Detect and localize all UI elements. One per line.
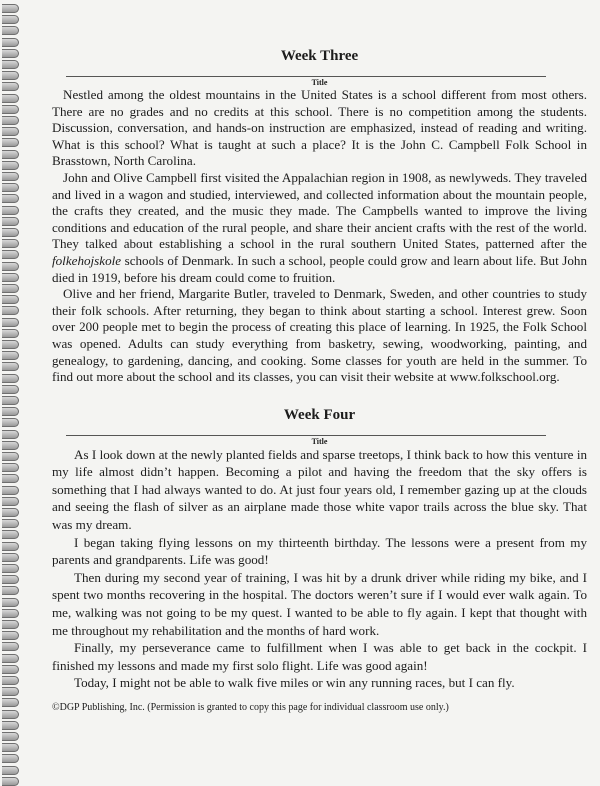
- binding-coil: [2, 161, 19, 170]
- binding-coil: [2, 105, 19, 114]
- binding-coil: [2, 15, 19, 24]
- binding-coil: [2, 530, 19, 539]
- binding-coil: [2, 710, 19, 719]
- paragraph: I began taking flying lessons on my thirteenth birthday. The lessons were a present from my parents and grandparents. Life was good!: [52, 534, 587, 568]
- binding-coil: [2, 49, 19, 58]
- binding-coil: [2, 575, 19, 584]
- binding-coil: [2, 497, 19, 506]
- binding-coil: [2, 239, 19, 248]
- binding-coil: [2, 273, 19, 282]
- binding-coil: [2, 306, 19, 315]
- paragraph-text: John and Olive Campbell first visited the Appalachian region in 1908, as newlyweds. They traveled and lived in a wagon and studied, interviewed, and collected information about the mountain people, the crafts they created, and the music they made. The Campbells wanted to improve the living conditions and education of the rural people, and share their ancient crafts with the rest of the world. They talked about establishing a school in the rural southern United States, patterned after the: [52, 169, 587, 252]
- binding-coil: [2, 217, 19, 226]
- binding-coil: [2, 665, 19, 674]
- spiral-binding: [0, 0, 22, 786]
- binding-coil: [2, 138, 19, 147]
- binding-coil: [2, 441, 19, 450]
- binding-coil: [2, 474, 19, 483]
- binding-coil: [2, 553, 19, 562]
- paragraph: Today, I might not be able to walk five miles or win any running races, but I can fly.: [74, 675, 515, 691]
- binding-coil: [2, 127, 19, 136]
- binding-coil: [2, 542, 19, 551]
- binding-coil: [2, 284, 19, 293]
- binding-coil: [2, 250, 19, 259]
- binding-coil: [2, 94, 19, 103]
- copyright-footer: ©DGP Publishing, Inc. (Permission is granted to copy this page for individual classroom use only.): [52, 702, 449, 713]
- binding-coil: [2, 586, 19, 595]
- binding-coil: [2, 82, 19, 91]
- binding-coil: [2, 407, 19, 416]
- binding-coil: [2, 362, 19, 371]
- binding-coil: [2, 60, 19, 69]
- worksheet-page: [52, 48, 587, 713]
- binding-coil: [2, 654, 19, 663]
- binding-coil: [2, 374, 19, 383]
- binding-coil: [2, 262, 19, 271]
- binding-coil: [2, 777, 19, 786]
- binding-coil: [2, 620, 19, 629]
- binding-coil: [2, 38, 19, 47]
- binding-coil: [2, 150, 19, 159]
- binding-coil: [2, 228, 19, 237]
- binding-coil: [2, 452, 19, 461]
- week-three-heading: Week Three: [280, 48, 359, 64]
- binding-coil: [2, 732, 19, 741]
- binding-coil: [2, 486, 19, 495]
- paragraph: As I look down at the newly planted fields and sparse treetops, I think back to how this venture in my life almost didn’t happen. Becoming a pilot and having the freedom that the sky offers is something that I had always wanted to do. At just four years old, I remember gazing up at the clouds and seeing the flash of silver as an airplane made those white vapor trails across the blue sky. That was my dream.: [52, 446, 587, 533]
- binding-coil: [2, 519, 19, 528]
- binding-coil: [2, 4, 19, 13]
- binding-coil: [2, 631, 19, 640]
- binding-coil: [2, 766, 19, 775]
- binding-coil: [2, 743, 19, 752]
- binding-coil: [2, 26, 19, 35]
- binding-coil: [2, 418, 19, 427]
- paragraph: [52, 170, 587, 286]
- binding-coil: [2, 564, 19, 573]
- binding-coil: [2, 463, 19, 472]
- binding-coil: [2, 295, 19, 304]
- paragraph: Then during my second year of training, I was hit by a drunk driver while riding my bike, and I spent two months recovering in the hospital. The doctors weren’t sure if I would ever walk again. To me, walking was not going to be my quest. I wanted to be able to fly again. I kept that thought with me throughout my rehabilitation and the months of hard work.: [52, 569, 587, 638]
- week-four-heading: Week Four: [283, 406, 356, 423]
- binding-coil: [2, 642, 19, 651]
- binding-coil: [2, 71, 19, 80]
- italic-term: folkehojskole: [52, 252, 122, 268]
- binding-coil: [2, 687, 19, 696]
- binding-coil: [2, 754, 19, 763]
- binding-coil: [2, 194, 19, 203]
- paragraph: Finally, my perseverance came to fulfillment when I was able to get back in the cockpit. I finished my lessons and made my first solo flight. Life was good again!: [52, 640, 587, 673]
- title-label: Title: [311, 78, 328, 87]
- binding-coil: [2, 430, 19, 439]
- week-three-section: [52, 48, 587, 386]
- title-line: [66, 435, 546, 436]
- binding-coil: [2, 183, 19, 192]
- title-label: Title: [311, 436, 328, 446]
- binding-coil: [2, 340, 19, 349]
- binding-coil: [2, 676, 19, 685]
- binding-coil: [2, 721, 19, 730]
- paragraph: Olive and her friend, Margarite Butler, traveled to Denmark, Sweden, and other countries to study their folk schools. After returning, they began to think about starting a school. Interest grew. Soon over 200 people met to begin the process of creating this place of learning. In 1925, the Folk School was opened. Adults can study everything from basketry, sewing, woodworking, painting, and genealogy, to gardening, dancing, and cooking. Some classes for youth are held in the summer. To find out more about the school and its classes, you can visit their website at www.folkschool.org.: [52, 286, 587, 385]
- binding-coil: [2, 508, 19, 517]
- binding-coil: [2, 598, 19, 607]
- paragraph: Nestled among the oldest mountains in the United States is a school different from most others. There are no grades and no credits at this school. There is no competition among the students. Discussion, conversation, and hands-on instruction are emphasized, instead of reading and writing. What is this school? What is taught at such a place? It is the John C. Campbell Folk School in Brasstown, North Carolina.: [52, 87, 587, 169]
- week-four-section: [52, 407, 587, 692]
- binding-coil: [2, 206, 19, 215]
- binding-coil: [2, 351, 19, 360]
- binding-coil: [2, 698, 19, 707]
- binding-coil: [2, 116, 19, 125]
- binding-coil: [2, 318, 19, 327]
- binding-coil: [2, 172, 19, 181]
- paragraph-text: schools of Denmark. In such a school, people could grow and learn about life. But John died in 1919, before his dream could come to fruition.: [52, 252, 587, 285]
- binding-coil: [2, 609, 19, 618]
- binding-coil: [2, 385, 19, 394]
- binding-coil: [2, 329, 19, 338]
- title-line: [66, 76, 546, 77]
- binding-coil: [2, 396, 19, 405]
